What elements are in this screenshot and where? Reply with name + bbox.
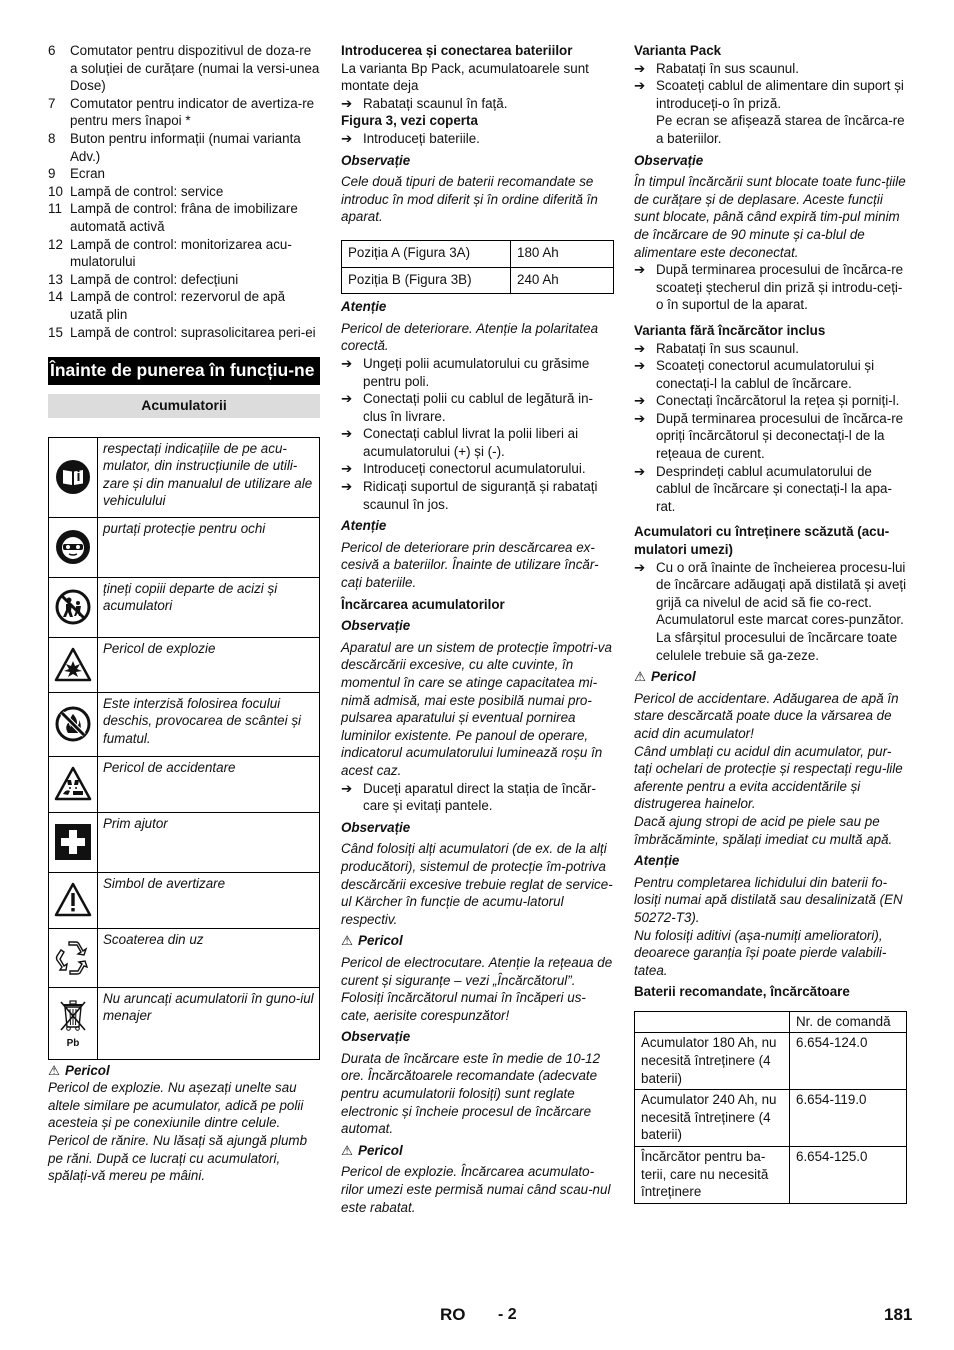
note-text: Aparatul are un sistem de protecție împotri-va descărcării excesive, cu alte cuvinte, în momentul în care se atinge capacitatea mi-nimă admisă, mai este posibilă numai pro-pulsarea aparatului și eventual pornirea luminilor existente. Pe panoul de operare, indicatorul acumulatorului luminează roșu în acest caz. [341,639,612,778]
subsection-title: Acumulatorii [48,394,320,418]
step: ➔ Rabatați scaunul în față. [341,95,508,111]
positions-table [341,240,614,294]
table-row [49,756,320,812]
caution-heading: Atenție [634,853,680,869]
step: ➔ Introduceți bateriile. [341,130,480,146]
first-aid-icon [54,823,92,861]
column-right [634,42,908,1204]
danger-heading: ⚠ Pericol [634,669,696,685]
step: ➔ După terminarea procesului de încărca-re opriți încărcătorul și deconectați-l de la rețeaua de curent. [634,410,904,462]
footer-language: RO [440,1305,466,1324]
caution-text: Pericol de deteriorare prin descărcarea ex-cesivă a bateriilor. Înainte de utilizare încăr-cați bateriile. [341,539,599,591]
table-row [49,812,320,872]
table-row: Poziția B (Figura 3B) 240 Ah [342,267,614,294]
step: ➔ Conectați polii cu cablul de legătură in-clus în livrare. [341,391,594,424]
list-item: 12 Lampă de control: monitorizarea acu-mulatorului [48,236,292,270]
note-heading: Observație [341,1029,411,1045]
table-row: Poziția A (Figura 3A) 180 Ah [342,240,614,267]
symbol-text: țineți copiii departe de acizi și acumulatori [98,577,320,637]
warning-triangle-icon: ⚠ [341,1142,354,1158]
heading-pack-variant: Varianta Pack [634,43,722,58]
no-bin-icon [55,997,91,1041]
table-row [49,517,320,577]
step: ➔ Conectați încărcătorul la rețea și porniți-l. [634,393,900,409]
note-text: Când folosiți alți acumulatori (de ex. de la alți producători), sistemul de protecție îm-potriva descărcării excesive trebuie reglat de service-ul Kärcher în funcție de acumu-latorul respectiv. [341,841,613,927]
arrow-icon: ➔ [634,358,646,374]
arrow-icon: ➔ [634,463,646,479]
note-text: Cele două tipuri de baterii recomandate se introduc în mod diferit și în ordine diferită în aparat. [341,174,598,225]
danger-heading: ⚠ Pericol [341,1142,403,1158]
warning-triangle-icon: ⚠ [634,669,647,685]
table-row: Încărcător pentru ba-terii, care nu necesită întreținere 6.654-125.0 [635,1147,907,1204]
step: ➔ Duceți aparatul direct la stația de încăr-care și evitați pantele. [341,780,596,814]
step: ➔ Cu o oră înainte de încheierea procesu-lui de încărcare adăugați apă distilată și aveți grijă ca nivelul de acid să fie co-rect. Acumulatorul este marcat cores-punzător. La sfârșitul procesului de încărcare toate celulele trebuie să ga-zeze. [634,559,907,663]
symbol-text: Simbol de avertizare [98,872,320,928]
step: ➔ Ungeți polii acumulatorului cu grăsime pentru poli. [341,355,590,389]
danger-text: Pericol de accidentare. Adăugarea de apă în stare descărcată poate duce la vărsarea de acid din acumulator! [634,690,899,741]
heading-insert-batteries: Introducerea și conectarea bateriilor [341,43,573,58]
step: ➔ Desprindeți cablul acumulatorului de cablul de încărcare și conectați-l la apa-rat. [634,463,892,514]
page-number: 181 [884,1305,913,1324]
warning-triangle-icon: ⚠ [48,1062,61,1078]
step: ➔ Rabatați în sus scaunul. [634,60,799,76]
step: ➔ După terminarea procesului de încărca-re scoateți ștecherul din priză și introdu-ceți-o în suportul de la aparat. [634,262,904,313]
order-table [634,1011,907,1204]
table-header-row [635,1011,907,1033]
danger-text: Pericol de electrocutare. Atenție la rețeaua de curent și siguranțe – vezi „Încărcătorul”. Folosiți încărcătorul numai în încăperi us-cate, aerisite corespunzător! [341,954,613,1023]
table-row [49,577,320,637]
table-row [49,987,320,1059]
note-heading: Observație [341,152,411,168]
arrow-icon: ➔ [341,461,353,477]
recycle-icon [54,940,92,976]
legend-list [48,42,320,341]
no-fire-icon [55,706,91,742]
note-heading: Observație [341,819,411,835]
table-row: Acumulator 240 Ah, nu necesită întreținere (4 baterii) 6.654-119.0 [635,1090,907,1147]
caution-heading: Atenție [341,299,387,315]
no-children-icon [55,589,91,625]
table-row: Acumulator 180 Ah, nu necesită întreținere (4 baterii) 6.654-124.0 [635,1033,907,1090]
step: ➔ Scoateți conectorul acumulatorului și conectați-l la cablul de încărcare. [634,358,875,391]
caution-heading: Atenție [341,518,387,534]
note-heading: Observație [341,618,411,634]
list-item: 15 Lampă de control: suprasolicitarea peri-ei [48,324,316,340]
manual-book-icon [55,459,91,495]
symbol-text: respectați indicațiile de pe acu-mulator, din instrucțiunile de utili-zare și din manualul de utilizare ale vehiculului [98,437,320,517]
section-title: Înainte de punerea în funcțiu-ne [48,357,320,385]
symbol-text: Pericol de accidentare [98,756,320,812]
note-heading: Observație [634,152,704,168]
symbol-text: Este interzisă folosirea focului deschis, provocarea de scântei și fumatul. [98,692,320,756]
danger-text: Pericol de explozie. Încărcarea acumulato-rilor umezi este permisă numai când scau-nul este rabatat. [341,1164,611,1215]
pb-label: Pb [66,1038,80,1050]
list-item: 10 Lampă de control: service [48,183,224,199]
caution-text: Pericol de deteriorare. Atenție la polaritatea corectă. [341,320,599,354]
caution-text: Pentru completarea lichidului din baterii fo-losiți numai apă distilată sau desalinizată (EN 50272-T3). [634,874,903,925]
symbol-text: Prim ajutor [98,812,320,872]
column-left [48,42,320,1185]
paragraph: La varianta Bp Pack, acumulatoarele sunt montate deja [341,60,589,94]
note-text: În timpul încărcării sunt blocate toate func-țiile de curățare și de deplasare. Aceste funcții sunt blocate, până când expiră tim-pul minim de încărcare de 90 minute și ca-blul de alimentare este deconectat. [634,174,906,260]
arrow-icon: ➔ [634,559,646,575]
list-item: 9 Ecran [48,166,105,182]
step: ➔ Rabatați în sus scaunul. [634,340,799,356]
figure-ref: Figura 3, vezi coperta [341,113,478,129]
heading-low-maintenance: Acumulatori cu întreținere scăzută (acu-mulatori umezi) [634,524,890,558]
danger-text: Pericol de explozie. Nu așezați unelte sau altele similare pe acumulator, adică pe polii acesteia și pe conexiunile dintre celule. Pericol de rănire. Nu lăsați să ajungă plumb pe răni. După ce lucrați cu acumulatori, spălați-vă mereu pe mâini. [48,1080,308,1184]
step: ➔ Scoateți cablul de alimentare din suport și introduceți-o în priză. [634,78,904,111]
list-item: 13 Lampă de control: defecțiuni [48,271,239,287]
corrosive-icon [54,766,92,802]
note-text: Durata de încărcare este în medie de 10-12 ore. Încărcătoarele recomandate (adecvate pentru acumulatorii folosiți) sunt reglate electronic și încheie procesul de încărcare automat. [341,1050,601,1137]
danger-text: Dacă ajung stropi de acid pe piele sau pe îmbrăcăminte, spălați imediat cu multă apă. [634,813,893,847]
arrow-icon: ➔ [634,410,646,426]
warning-icon [54,882,92,918]
danger-text: Când umblați cu acidul din acumulator, pur-tați ochelari de protecție și respectați regu-lile aferente pentru a evita accidentările și distrugerea hainelor. [634,743,903,812]
arrow-icon: ➔ [634,78,646,94]
table-row [49,637,320,692]
list-item: 14 Lampă de control: rezervorul de apă uzată plin [48,289,286,322]
arrow-icon: ➔ [634,340,646,356]
eye-protection-icon [55,529,91,565]
list-item: 6 Comutator pentru dispozitivul de doza-re a soluției de curățare (numai la versi-unea Dose) [48,43,320,94]
warning-triangle-icon: ⚠ [341,933,354,949]
step: ➔ Conectați cablul livrat la polii liberi ai acumulatorului (+) și (-). [341,426,579,459]
step: ➔ Introduceți conectorul acumulatorului. [341,461,586,477]
arrow-icon: ➔ [341,479,353,495]
arrow-icon: ➔ [634,60,646,76]
table-row [49,692,320,756]
heading-no-charger: Varianta fără încărcător inclus [634,322,826,338]
symbol-text: purtați protecție pentru ochi [98,517,320,577]
heading-charging: Încărcarea acumulatorilor [341,596,505,612]
symbol-text: Pericol de explozie [98,637,320,692]
footer-section: - 2 [498,1306,517,1323]
table-row [49,928,320,987]
step-continuation: Pe ecran se afișează starea de încărca-re a bateriilor. [656,113,905,146]
list-item: 7 Comutator pentru indicator de avertiza-re pentru mers înapoi * [48,95,315,129]
list-item: 8 Buton pentru informații (numai varianta Adv.) [48,130,301,164]
symbols-table [48,437,320,1060]
danger-heading: ⚠ Pericol [341,933,403,949]
column-middle [341,42,614,1216]
table-row [49,437,320,517]
arrow-icon: ➔ [341,130,353,146]
arrow-icon: ➔ [634,262,646,278]
step: ➔ Ridicați suportul de siguranță și rabatați scaunul în jos. [341,479,598,512]
arrow-icon: ➔ [341,780,353,796]
caution-text: Nu folosiți aditivi (așa-numiți amelioratori), deoarece garanția își poate pierde valabili-tatea. [634,927,887,978]
arrow-icon: ➔ [341,355,353,371]
symbol-text: Nu aruncați acumulatorii în guno-iul menajer [98,987,320,1059]
heading-recommended: Baterii recomandate, încărcătoare [634,984,850,1000]
arrow-icon: ➔ [634,393,646,409]
arrow-icon: ➔ [341,95,353,111]
list-item: 11 Lampă de control: frâna de imobilizare automată activă [48,201,298,234]
arrow-icon: ➔ [341,391,353,407]
symbol-text: Scoaterea din uz [98,928,320,987]
explosion-icon [54,647,92,683]
danger-heading: ⚠ Pericol [48,1062,110,1078]
column-header: Nr. de comandă [790,1011,907,1033]
arrow-icon: ➔ [341,426,353,442]
table-row [49,872,320,928]
